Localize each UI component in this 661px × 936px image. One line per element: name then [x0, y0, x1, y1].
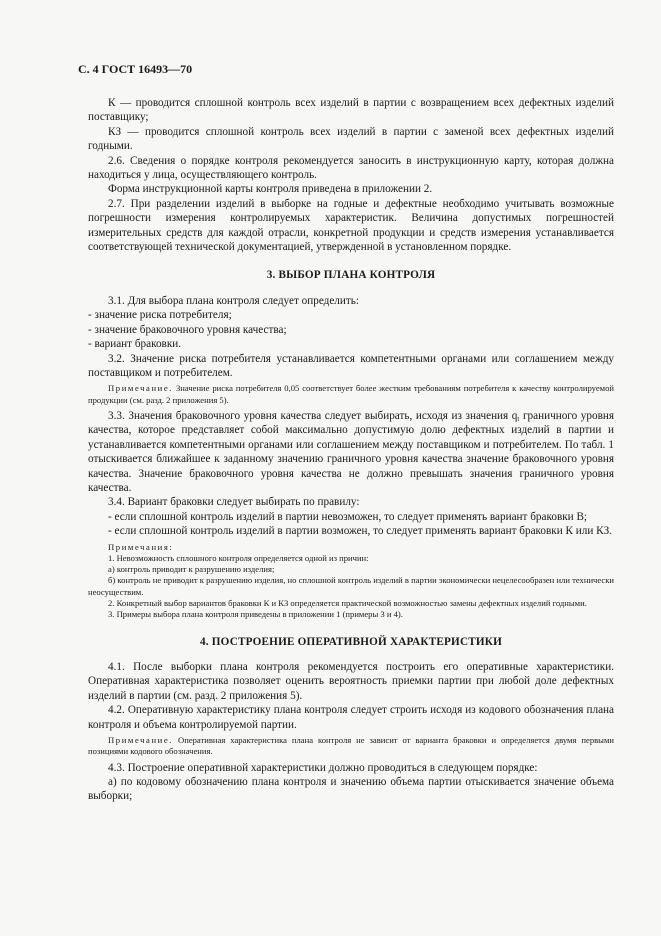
paragraph-form: Форма инструкционной карты контроля приведена в приложении 2. [108, 183, 433, 196]
paragraph-3-2: 3.2. Значение риска потребителя устанавливается компетентными органами или соглашением между поставщиком и потребителем. [88, 352, 614, 379]
list-item: - значение риска потребителя; [88, 309, 232, 322]
paragraph-kz: КЗ — проводится сплошной контроль всех изделий в партии с заменой всех дефектных изделий годными. [88, 125, 614, 153]
paragraph-2-6: 2.6. Сведения о порядке контроля рекомендуется заносить в инструкционную карту, которая должна находиться у лица, осуществляющего контроль. [88, 154, 614, 182]
paragraph-3-4: 3.4. Вариант браковки следует выбирать по правилу: [108, 496, 360, 509]
paragraph-4-3-a: а) по кодовому обозначению плана контроля и значению объема партии отыскивается значение объема выборки; [88, 776, 614, 803]
paragraph-3-3-start: 3.3. Значения браковочного уровня качества следует выбирать, исходя из значения q [108, 409, 518, 422]
note-item: 3. Примеры выбора плана контроля приведены в приложении 1 (примеры 3 и 4). [108, 609, 403, 620]
list-item: - вариант браковки. [88, 338, 182, 351]
paragraph-k: К — проводится сплошной контроль всех изделий в партии с возвращением всех дефектных изделий поставщику; [88, 97, 614, 124]
notes-label: Примечания: [108, 541, 174, 552]
paragraph-2-7: 2.7. При разделении изделий в выборке на годные и дефектные необходимо учитывать возможные погрешности измерения контролируемых характеристик. Величина допустимых погрешностей измерительных средств для каждой отрасли, конкретной продукции и средств измерения устанавливается соответствующей технической документацией, утвержденной в установленном порядке. [88, 197, 614, 254]
section-3-title: 3. ВЫБОР ПЛАНА КОНТРОЛЯ [266, 269, 436, 282]
note-item: б) контроль не приводит к разрушению изделия, но сплошной контроль изделий в партии экономически нецелесообразен или технически неосуществим. [88, 575, 614, 597]
section-4-title: 4. ПОСТРОЕНИЕ ОПЕРАТИВНОЙ ХАРАКТЕРИСТИКИ [199, 635, 503, 648]
note-1 [88, 383, 614, 406]
paragraph-3-1: 3.1. Для выбора плана контроля следует определить: [108, 294, 359, 307]
subscript-t: t [517, 414, 520, 423]
note-2 [88, 735, 614, 758]
paragraph-3-3-rest: граничного уровня качества, которое представляет собой максимально допустимую долю дефектных изделий в партии и устанавливается компетентными органами или соглашением между поставщиком и потребителем. По табл. 1 отыскивается ближайшее к заданному значению граничного уровня качества значение браковочного уровня качества. Значение браковочного уровня качества не должно превышать значения граничного уровня качества. [88, 409, 614, 494]
note-item: 1. Невозможность сплошного контроля определяется одной из причин: [108, 552, 369, 563]
rule-2: - если сплошной контроль изделий в партии возможен, то следует применять вариант браковки К или КЗ. [108, 525, 612, 538]
note-item: 2. Конкретный выбор вариантов браковки К и КЗ определяется практической возможностью замены дефектных изделий годными. [108, 598, 587, 609]
paragraph-4-3: 4.3. Построение оперативной характеристики должно проводиться в следующем порядке: [108, 761, 538, 774]
list-item: - значение браковочного уровня качества; [88, 323, 287, 336]
note-item: а) контроль приводит к разрушению изделия; [108, 564, 275, 575]
paragraph-3-3 [88, 409, 614, 495]
note-text: Значение риска потребителя 0,05 соответствует более жестким требованиям потребителя к качеству контролируемой продукции (см. разд. 2 приложения 5). [88, 383, 614, 405]
note-text: Оперативная характеристика плана контроля не зависит от варианта браковки и определяется двумя первыми позициями кодового обозначения. [88, 735, 614, 757]
note-label: Примечание. [108, 383, 174, 394]
page-header: С. 4 ГОСТ 16493—70 [78, 62, 193, 76]
paragraph-4-1: 4.1. После выборки плана контроля рекомендуется построить его оперативные характеристики. Оперативная характеристика позволяет оценить вероятность приемки партии при любой доле дефектных изделий в партии (см. разд. 2 приложения 5). [88, 661, 614, 702]
paragraph-4-2: 4.2. Оперативную характеристику плана контроля следует строить исходя из кодового обозначения плана контроля и объема контролируемой партии. [88, 704, 614, 731]
note-label: Примечание. [108, 735, 174, 746]
rule-1: - если сплошной контроль изделий в партии невозможен, то следует применять вариант браковки В; [108, 510, 588, 523]
document-body [88, 96, 614, 804]
